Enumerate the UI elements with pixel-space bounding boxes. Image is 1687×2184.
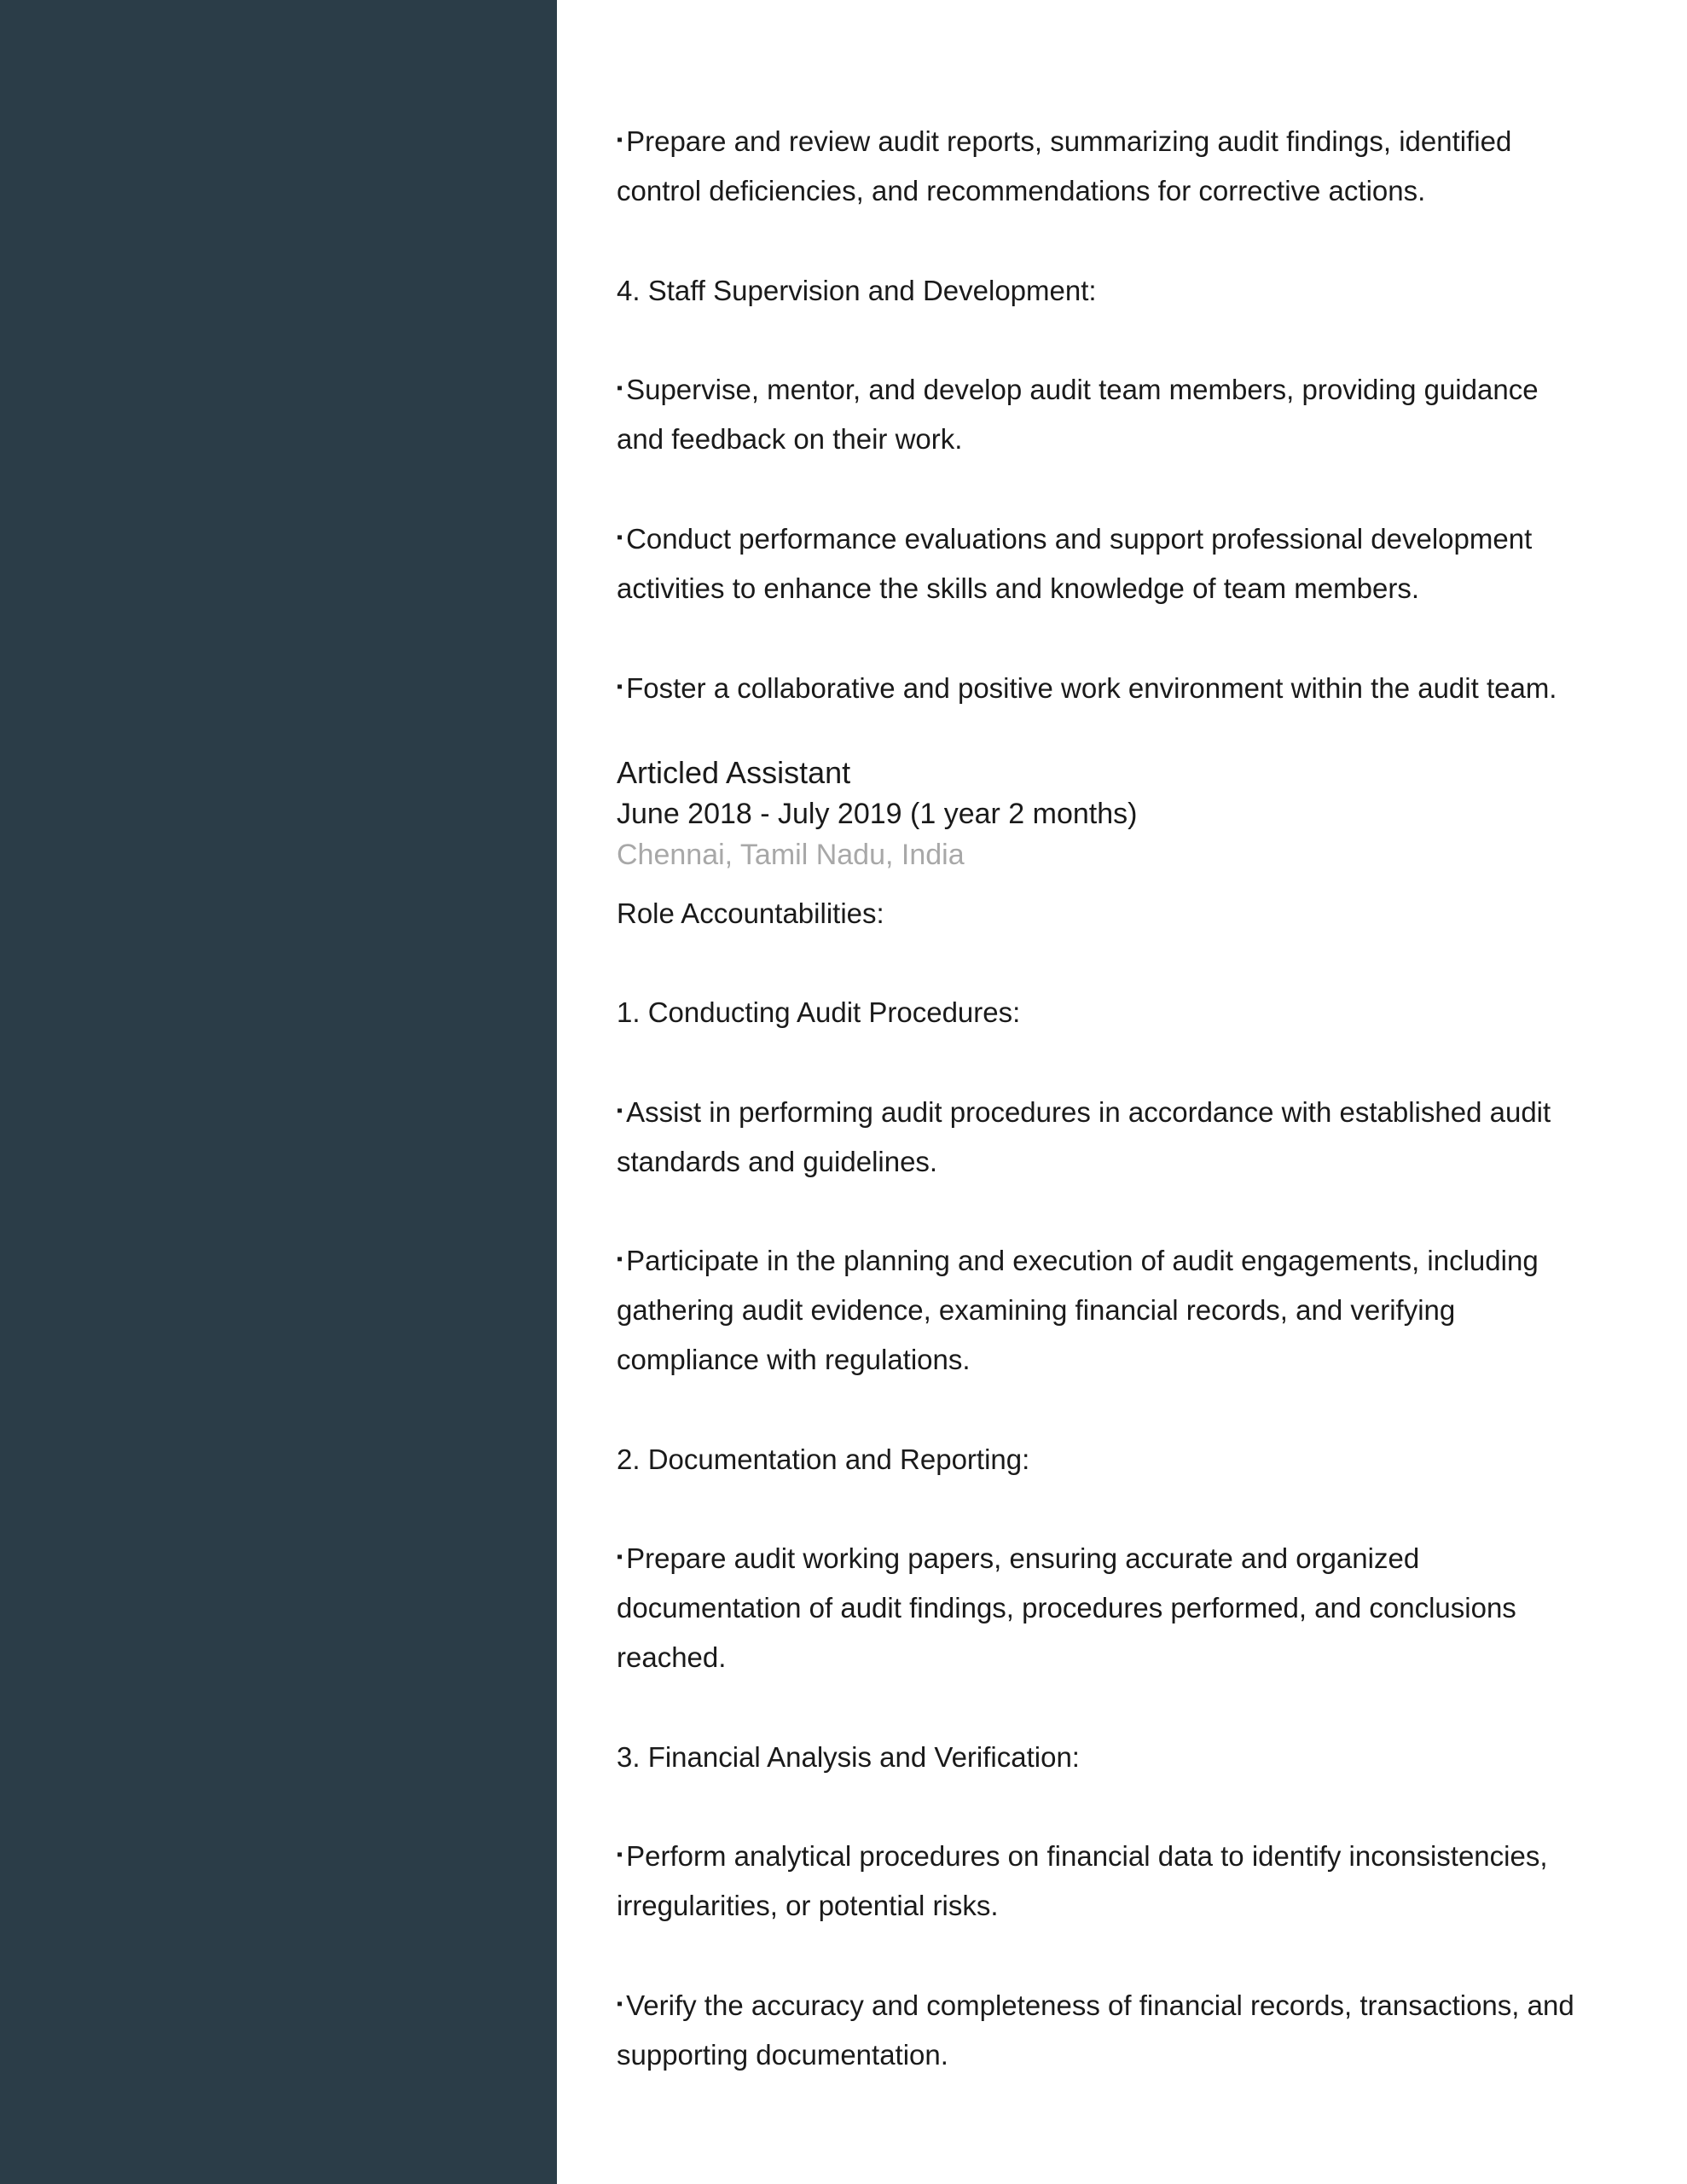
sidebar-panel	[0, 0, 557, 2184]
bullet-marker: ▪	[617, 1250, 623, 1269]
text-line: control deficiencies, and recommendations for corrective actions.	[617, 175, 1426, 206]
text-line: ▪ Foster a collaborative and positive work environment within the audit team.	[617, 664, 1557, 715]
bullet-marker: ▪	[617, 1845, 623, 1865]
bullet-marker: ▪	[617, 1101, 623, 1121]
text-line: supporting documentation.	[617, 2039, 948, 2071]
bullet-marker: ▪	[617, 677, 623, 697]
text-line: ▪ Participate in the planning and execution of audit engagements, including	[617, 1236, 1539, 1287]
text-line: gathering audit evidence, examining financial records, and verifying	[617, 1294, 1456, 1326]
text-line: ▪ Supervise, mentor, and develop audit team members, providing guidance	[617, 365, 1539, 416]
job-title: Articled Assistant	[617, 755, 851, 790]
text-line: ▪ Assist in performing audit procedures in accordance with established audit	[617, 1088, 1551, 1139]
text-line: ▪ Prepare audit working papers, ensuring accurate and organized	[617, 1534, 1419, 1585]
text-line: ▪ Prepare and review audit reports, summarizing audit findings, identified	[617, 117, 1511, 168]
job-location: Chennai, Tamil Nadu, India	[617, 839, 965, 871]
job-dates: June 2018 - July 2019 (1 year 2 months)	[617, 798, 1138, 830]
text-line: ▪ Conduct performance evaluations and support professional development	[617, 514, 1532, 566]
text-line: ▪ Verify the accuracy and completeness of financial records, transactions, and	[617, 1981, 1574, 2032]
text-line: standards and guidelines.	[617, 1146, 938, 1177]
bullet-marker: ▪	[617, 1995, 623, 2014]
bullet-marker: ▪	[617, 528, 623, 548]
text-line: documentation of audit findings, procedures performed, and conclusions	[617, 1592, 1516, 1623]
section-heading: 2. Documentation and Reporting:	[617, 1443, 1030, 1475]
bullet-marker: ▪	[617, 131, 623, 150]
text-line: irregularities, or potential risks.	[617, 1890, 999, 1921]
section-heading: 3. Financial Analysis and Verification:	[617, 1741, 1080, 1773]
text-line: and feedback on their work.	[617, 423, 963, 455]
section-heading: Role Accountabilities:	[617, 897, 884, 929]
text-line: compliance with regulations.	[617, 1344, 971, 1375]
bullet-marker: ▪	[617, 1548, 623, 1567]
section-heading: 1. Conducting Audit Procedures:	[617, 996, 1021, 1028]
text-line: reached.	[617, 1641, 727, 1673]
section-heading: 4. Staff Supervision and Development:	[617, 275, 1097, 306]
bullet-marker: ▪	[617, 379, 623, 398]
text-line: ▪ Perform analytical procedures on financial data to identify inconsistencies,	[617, 1832, 1548, 1883]
text-line: activities to enhance the skills and knowledge of team members.	[617, 572, 1419, 604]
